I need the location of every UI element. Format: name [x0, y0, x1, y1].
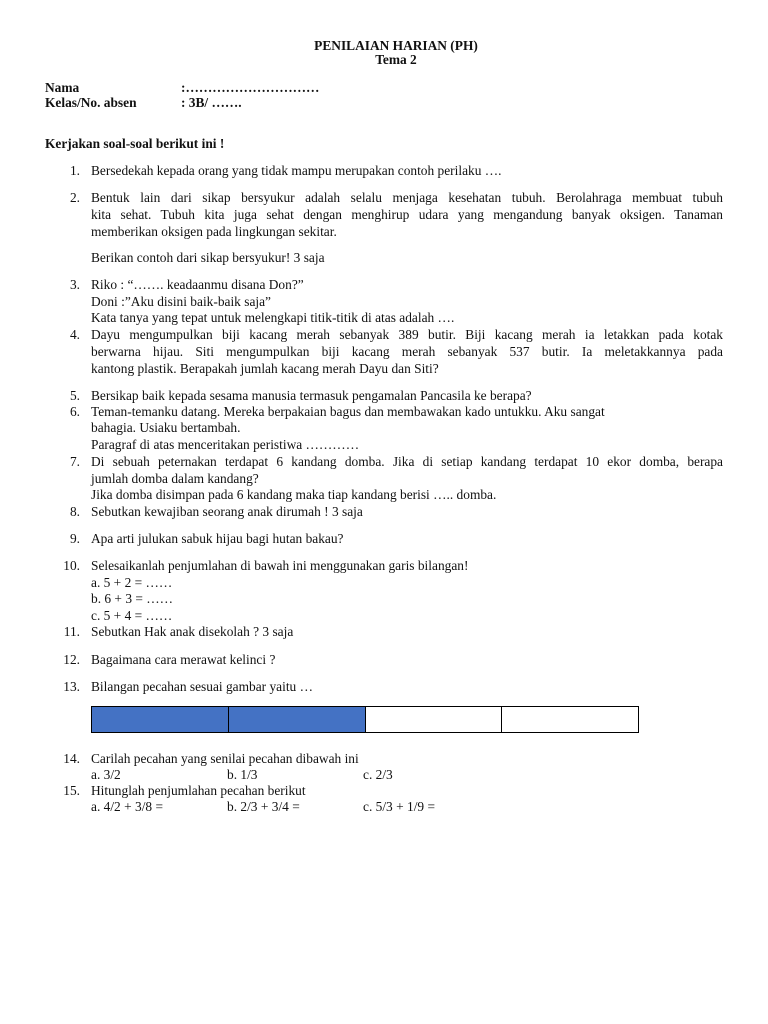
question-text: Riko : “……. keadaanmu disana Don?”	[91, 277, 304, 292]
fraction-cell	[366, 707, 503, 732]
question-text: kantong plastik. Berapakah jumlah kacang merah Dayu dan Siti?	[91, 361, 439, 376]
question-text: memberikan oksigen pada lingkungan sekitar.	[91, 224, 337, 239]
instruction: Kerjakan soal-soal berikut ini !	[45, 136, 225, 151]
question-number: 10.	[63, 558, 80, 573]
question-number: 4.	[69, 327, 80, 342]
question-text: Hitunglah penjumlahan pecahan berikut	[91, 783, 306, 798]
question-number: 12.	[63, 652, 80, 667]
question-number: 8.	[69, 504, 80, 519]
question-text: Bagaimana cara merawat kelinci ?	[91, 652, 276, 667]
question-number: 15.	[63, 783, 80, 798]
question-number: 9.	[69, 531, 80, 546]
question-text: Selesaikanlah penjumlahan di bawah ini menggunakan garis bilangan!	[91, 558, 469, 573]
name-label: Nama	[45, 80, 80, 95]
question-text: Kata tanya yang tepat untuk melengkapi titik-titik di atas adalah ….	[91, 310, 455, 325]
question-number: 5.	[69, 388, 80, 403]
answer-option-c: c. 5/3 + 1/9 =	[363, 799, 436, 814]
class-label: Kelas/No. absen	[45, 95, 137, 110]
question-number: 3.	[69, 277, 80, 292]
question-number: 7.	[69, 454, 80, 469]
fraction-cell	[229, 707, 366, 732]
question-text: Di sebuah peternakan terdapat 6 kandang domba. Jika di setiap kandang terdapat 10 ekor domba, berapa	[91, 454, 723, 469]
question-number: 13.	[63, 679, 80, 694]
name-field: :…………………………	[181, 80, 320, 95]
question-text: a. 5 + 2 = ……	[91, 575, 173, 590]
question-text: Apa arti julukan sabuk hijau bagi hutan bakau?	[91, 531, 344, 546]
question-text: Bersedekah kepada orang yang tidak mampu merupakan contoh perilaku ….	[91, 163, 502, 178]
question-number: 6.	[69, 404, 80, 419]
fraction-cell	[502, 707, 638, 732]
question-text: Sebutkan kewajiban seorang anak dirumah ! 3 saja	[91, 504, 363, 519]
question-text: Carilah pecahan yang senilai pecahan dibawah ini	[91, 751, 359, 766]
question-text: c. 5 + 4 = ……	[91, 608, 173, 623]
question-text: jumlah domba dalam kandang?	[91, 471, 259, 486]
answer-option-a: a. 3/2	[91, 767, 121, 782]
question-text: Jika domba disimpan pada 6 kandang maka tiap kandang berisi ….. domba.	[91, 487, 497, 502]
answer-option-b: b. 2/3 + 3/4 =	[227, 799, 300, 814]
question-number: 14.	[63, 751, 80, 766]
question-text: Bentuk lain dari sikap bersyukur adalah selalu menjaga kesehatan tubuh. Berolahraga membuat tubuh	[91, 190, 723, 205]
question-text: b. 6 + 3 = ……	[91, 591, 174, 606]
question-text: Bilangan pecahan sesuai gambar yaitu …	[91, 679, 313, 694]
question-text: Doni :”Aku disini baik-baik saja”	[91, 294, 271, 309]
question-text: Berikan contoh dari sikap bersyukur! 3 saja	[91, 250, 325, 265]
page-title: PENILAIAN HARIAN (PH)	[314, 38, 478, 53]
question-number: 2.	[69, 190, 80, 205]
question-text: Paragraf di atas menceritakan peristiwa …………	[91, 437, 360, 452]
question-text: Dayu mengumpulkan biji kacang merah sebanyak 389 butir. Biji kacang merah ia letakkan pada kotak	[91, 327, 723, 342]
question-number: 1.	[69, 163, 80, 178]
question-text: Teman-temanku datang. Mereka berpakaian bagus dan membawakan kado untukku. Aku sangat	[91, 404, 605, 419]
question-text: berwarna hijau. Siti mengumpulkan biji kacang merah sebanyak 537 butir. Ia meletakkannya pada	[91, 344, 723, 359]
class-field: : 3B/ …….	[181, 95, 242, 110]
question-number: 11.	[63, 624, 80, 639]
answer-option-b: b. 1/3	[227, 767, 258, 782]
fraction-figure	[91, 706, 639, 733]
question-text: Sebutkan Hak anak disekolah ? 3 saja	[91, 624, 294, 639]
question-text: bahagia. Usiaku bertambah.	[91, 420, 241, 435]
question-text: Bersikap baik kepada sesama manusia termasuk pengamalan Pancasila ke berapa?	[91, 388, 532, 403]
answer-option-a: a. 4/2 + 3/8 =	[91, 799, 164, 814]
question-text: kita sehat. Tubuh kita juga sehat dengan menghirup udara yang mengandung banyak oksigen. Tanaman	[91, 207, 723, 222]
page-subtitle: Tema 2	[375, 52, 417, 67]
answer-option-c: c. 2/3	[363, 767, 393, 782]
fraction-cell	[92, 707, 229, 732]
